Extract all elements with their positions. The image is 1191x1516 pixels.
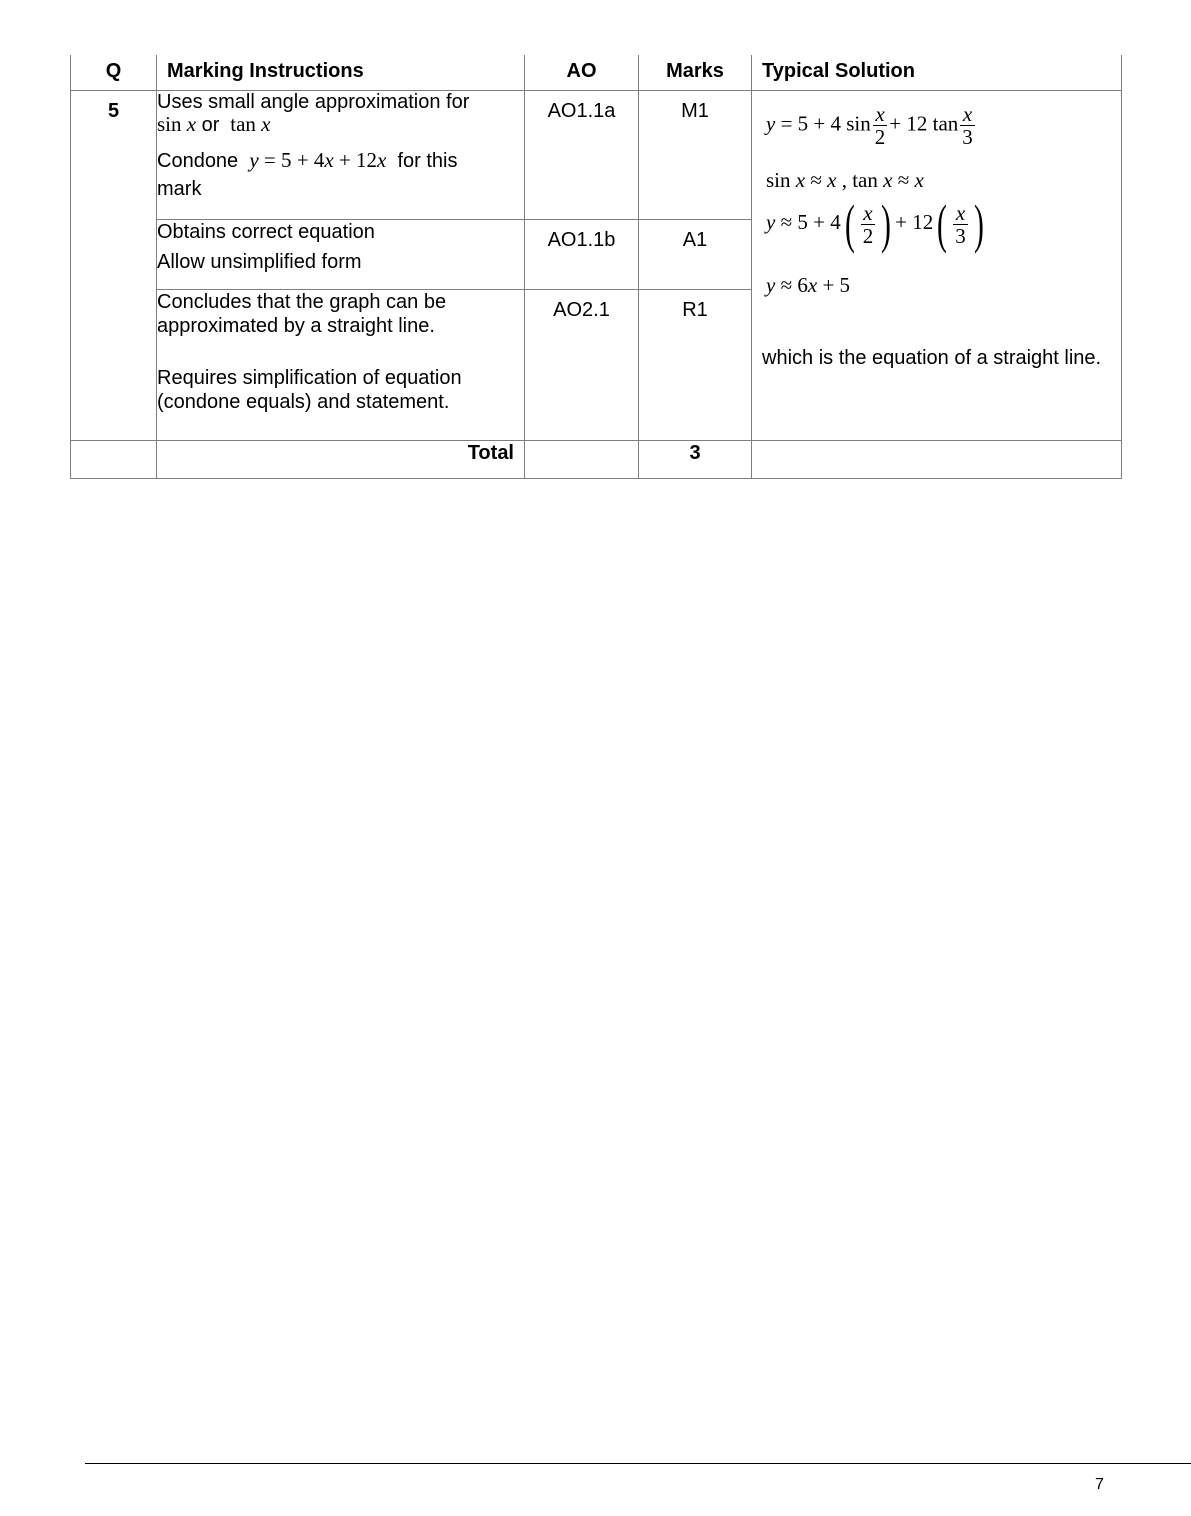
solution-line-2: sin x ≈ x , tan x ≈ x bbox=[766, 168, 924, 192]
typical-solution-cell bbox=[752, 91, 1122, 441]
question-number: 5 bbox=[71, 91, 157, 441]
header-row bbox=[71, 55, 1122, 91]
ao-cell: AO2.1 bbox=[525, 290, 639, 441]
condone-label: Condone bbox=[157, 150, 239, 172]
mark-scheme-table bbox=[70, 55, 1122, 479]
total-label: Total bbox=[157, 441, 525, 479]
header-ao: AO bbox=[525, 55, 639, 91]
solution-line-3: y ≈ 5 + 4( $\frac{x}{2}$ ) + 12( $\frac{x}{3}$ ) bbox=[766, 194, 984, 254]
mark-cell: R1 bbox=[639, 290, 752, 441]
page-number: 7 bbox=[1095, 1476, 1104, 1493]
total-empty-solution bbox=[752, 441, 1122, 479]
tan-x-expression: tan x bbox=[225, 112, 271, 136]
instruction-text: Uses small angle approximation for bbox=[157, 91, 470, 113]
solution-line-4: y ≈ 6x + 5 bbox=[766, 273, 851, 297]
total-marks: 3 bbox=[639, 441, 752, 479]
condone-equation: y = 5 + 4x + 12x bbox=[249, 148, 387, 172]
ao-cell: AO1.1b bbox=[525, 220, 639, 290]
header-q: Q bbox=[71, 55, 157, 91]
solution-line-1: y = 5 + 4 sin $\frac{x}{2}$ + 12 tan $\frac{x}{3}$ bbox=[766, 102, 973, 149]
solution-conclusion: which is the equation of a straight line. bbox=[762, 347, 1102, 369]
ao-cell: AO1.1a bbox=[525, 91, 639, 220]
table-row bbox=[71, 91, 1122, 220]
header-marking-instructions: Marking Instructions bbox=[157, 55, 525, 91]
header-marks: Marks bbox=[639, 55, 752, 91]
footer-rule bbox=[85, 1463, 1191, 1464]
total-empty-ao bbox=[525, 441, 639, 479]
mark-cell: A1 bbox=[639, 220, 752, 290]
instruction-cell: Obtains correct equation Allow unsimplified form bbox=[157, 220, 525, 290]
header-typical-solution: Typical Solution bbox=[752, 55, 1122, 91]
sin-x-expression: sin x bbox=[157, 112, 197, 136]
mark-cell: M1 bbox=[639, 91, 752, 220]
total-row bbox=[71, 441, 1122, 479]
total-empty-q bbox=[71, 441, 157, 479]
instruction-cell: Uses small angle approximation for sin x or tan x Condone y = 5 + 4x + 12x for this mark bbox=[157, 91, 525, 220]
instruction-cell: Concludes that the graph can be approximated by a straight line. Requires simplification of equation (condone equals) and statement. bbox=[157, 290, 525, 441]
